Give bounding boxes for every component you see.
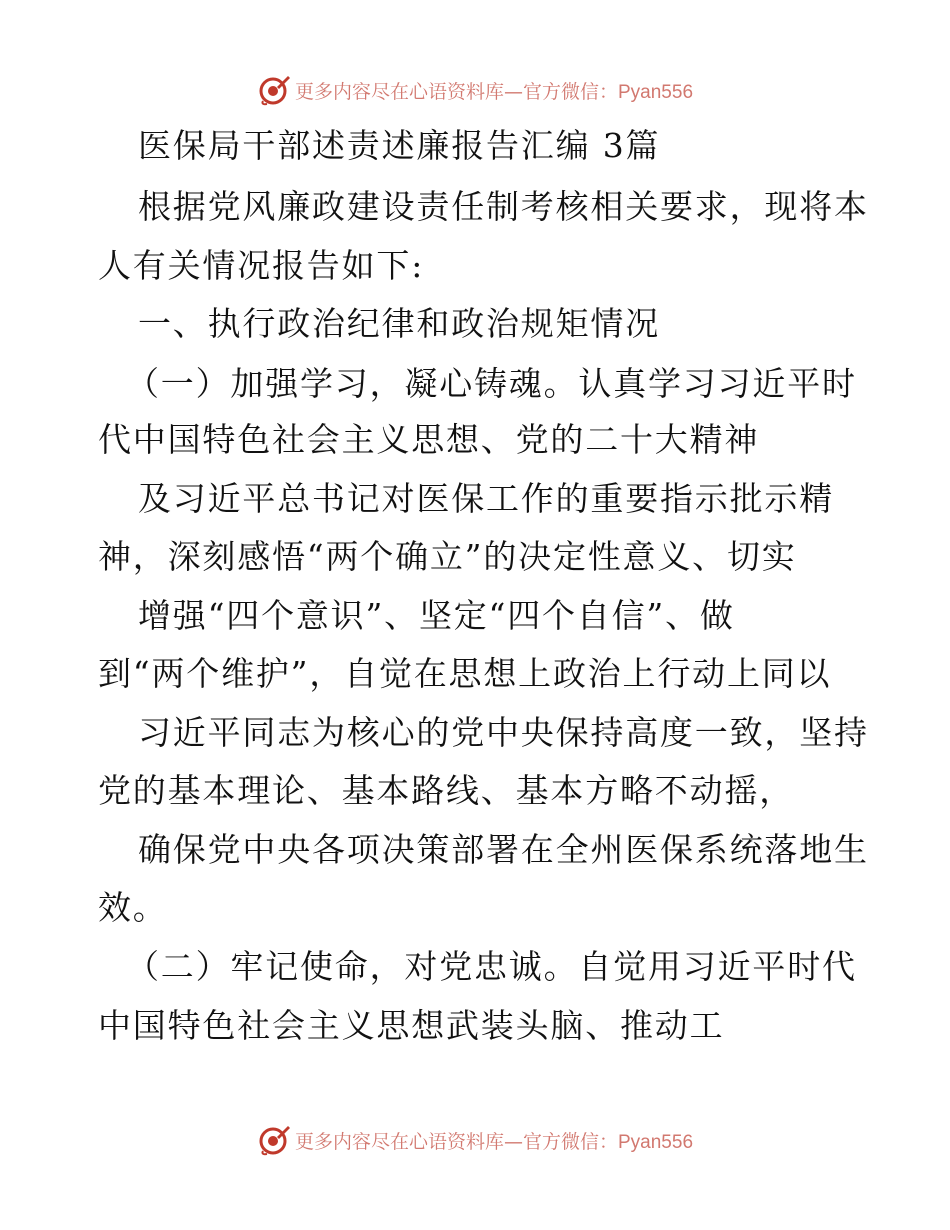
paragraph-line: 确保党中央各项决策部署在全州医保系统落地生 — [138, 830, 869, 869]
section-heading: 一、执行政治纪律和政治规矩情况 — [138, 304, 660, 343]
footer-banner — [0, 1120, 950, 1160]
paragraph-line: 习近平同志为核心的党中央保持高度一致，坚持 — [138, 713, 869, 752]
pen-logo-icon — [257, 73, 291, 107]
paragraph-line: （一）加强学习，凝心铸魂。认真学习习近平时 — [126, 364, 857, 403]
paragraph-line: （二）牢记使命，对党忠诚。自觉用习近平时代 — [126, 947, 857, 986]
pen-logo-icon — [257, 1123, 291, 1157]
header-wechat-id: Pyan556 — [618, 81, 694, 103]
header-banner — [0, 70, 950, 110]
footer-banner-text: 更多内容尽在心语资料库—官方微信：Pyan556 — [294, 1130, 694, 1153]
footer-wechat-id: Pyan556 — [618, 1131, 694, 1153]
paragraph-line: 效。 — [98, 888, 168, 927]
paragraph-line: 神，深刻感悟“两个确立”的决定性意义、切实 — [98, 537, 797, 576]
paragraph-line: 增强“四个意识”、坚定“四个自信”、做 — [138, 596, 735, 635]
paragraph-line: 及习近平总书记对医保工作的重要指示批示精 — [138, 479, 834, 518]
paragraph-line: 到“两个维护”，自觉在思想上政治上行动上同以 — [98, 654, 832, 693]
paragraph-line: 根据党风廉政建设责任制考核相关要求，现将本 — [138, 187, 869, 226]
document-title: 医保局干部述责述廉报告汇编 3篇 — [138, 126, 661, 165]
paragraph-line: 党的基本理论、基本路线、基本方略不动摇， — [98, 771, 794, 810]
header-banner-text: 更多内容尽在心语资料库—官方微信：Pyan556 — [294, 80, 694, 103]
paragraph-line: 代中国特色社会主义思想、党的二十大精神 — [98, 420, 760, 459]
paragraph-line: 中国特色社会主义思想武装头脑、推动工 — [98, 1006, 725, 1045]
paragraph-line: 人有关情况报告如下: — [98, 246, 425, 285]
